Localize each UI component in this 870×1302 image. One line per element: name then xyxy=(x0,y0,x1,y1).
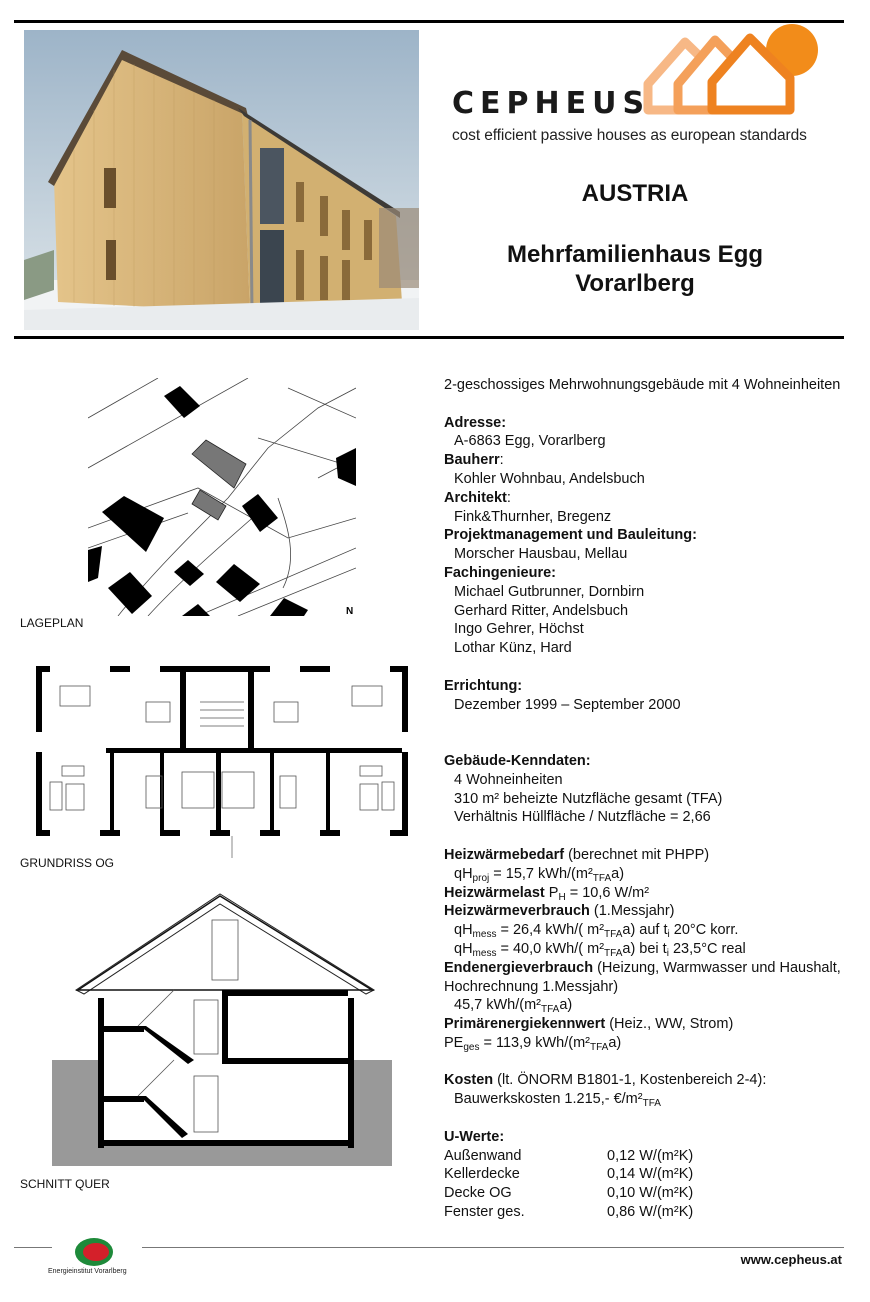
construction-label: Errichtung: xyxy=(444,677,523,694)
costs-label: Kosten xyxy=(444,1072,494,1089)
engineers-label: Fachingenieure: xyxy=(444,564,556,581)
heat-demand-label: Heizwärmebedarf xyxy=(444,846,565,863)
engineer-item: Michael Gutbrunner, Dornbirn xyxy=(454,583,645,600)
floor-plan-caption: GRUNDRISS OG xyxy=(20,856,115,870)
heat-consumption-note: (1.Messjahr) xyxy=(589,903,675,920)
building-data-item: 310 m² beheizte Nutzfläche gesamt (TFA) xyxy=(454,790,723,807)
heat-consumption-line-1: $qH_{mess} = 26,4$ kWh/( $m^2_{TFA}a$) auf $t_i$ 20°C korr. xyxy=(454,922,739,941)
heat-load-line: Heizwärmelast $P_H = 10,6$ W/m² xyxy=(444,884,650,903)
construction-value: Dezember 1999 – September 2000 xyxy=(454,696,681,713)
u-value-row xyxy=(444,1184,844,1203)
brand-name: CEPHEUS xyxy=(452,86,651,121)
u-value-name: Fenster ges. xyxy=(444,1204,525,1221)
architect-label: Architekt xyxy=(444,489,507,506)
heat-load-label: Heizwärmelast xyxy=(444,884,545,901)
energieinstitut-logo-icon xyxy=(52,1236,142,1282)
final-energy-note: (Heizung, Warmwasser und Haushalt, Hochrechnung 1.Messjahr) xyxy=(444,959,841,995)
u-value: 0,86 W/(m²K) xyxy=(607,1204,694,1221)
u-value-name: Außenwand xyxy=(444,1147,522,1164)
heat-consumption-value-1: = 26,4 kWh/( m² xyxy=(500,922,605,939)
cepheus-logo-houses xyxy=(640,24,830,124)
heat-consumption-tail-1: a) auf t xyxy=(622,922,668,939)
energieinstitut-name: Energieinstitut Vorarlberg xyxy=(48,1268,127,1275)
architect-value: Fink&Thurnher, Bregenz xyxy=(454,508,612,525)
address-label: Adresse: xyxy=(444,414,507,431)
project-title-line1: Mehrfamilienhaus Egg xyxy=(506,241,764,268)
u-value: 0,10 W/(m²K) xyxy=(607,1185,694,1202)
heat-consumption-tail-2: a) bei t xyxy=(622,940,667,957)
engineer-item: Lothar Künz, Hard xyxy=(454,640,572,657)
client-value: Kohler Wohnbau, Andelsbuch xyxy=(454,470,645,487)
building-data-item: 4 Wohneinheiten xyxy=(454,771,563,788)
final-energy-label: Endenergieverbrauch xyxy=(444,959,594,976)
top-rule xyxy=(14,20,844,23)
primary-energy-line: $PE_{ges} = 113,9$ kWh/$(m^2_{TFA}a)$ xyxy=(444,1034,622,1053)
heat-consumption-value-2: = 40,0 kWh/( m² xyxy=(500,940,605,957)
website-link[interactable]: www.cepheus.at xyxy=(740,1252,842,1267)
project-title-line2: Vorarlberg xyxy=(575,270,695,297)
heat-demand-value-line: $qH_{proj} = 15,7$ kWh/$(m^2_{TFA}a)$ xyxy=(454,865,625,884)
u-value: 0,12 W/(m²K) xyxy=(607,1147,694,1164)
costs-note: (lt. ÖNORM B1801-1, Kostenbereich 2-4): xyxy=(493,1072,767,1089)
u-value-row xyxy=(444,1203,844,1222)
heat-demand-note: (berechnet mit PHPP) xyxy=(564,846,710,863)
header-bottom-rule xyxy=(14,336,844,339)
intro-text: 2-geschossiges Mehrwohnungsgebäude mit 4 Wohneinheiten xyxy=(444,377,841,393)
building-data-item: Verhältnis Hüllfläche / Nutzfläche = 2,66 xyxy=(454,809,711,826)
u-value-name: Decke OG xyxy=(444,1185,512,1202)
floor-plan-drawing xyxy=(30,662,414,858)
heat-consumption-end-1: 20°C korr. xyxy=(669,922,739,939)
country-title: AUSTRIA xyxy=(581,180,689,207)
u-value-row xyxy=(444,1147,844,1166)
u-values-label: U-Werte: xyxy=(444,1128,505,1145)
costs-value: Bauwerkskosten 1.215,- €/m² xyxy=(454,1091,643,1108)
pm-label: Projektmanagement und Bauleitung: xyxy=(444,527,697,544)
pm-value: Morscher Hausbau, Mellau xyxy=(454,546,628,563)
project-title xyxy=(420,240,850,298)
heat-demand-value: = 15,7 kWh/(m² xyxy=(493,865,593,882)
brand-tagline: cost efficient passive houses as european standards xyxy=(452,127,807,144)
primary-energy-value: = 113,9 kWh/(m² xyxy=(483,1034,590,1051)
site-plan-drawing xyxy=(88,378,356,616)
project-info: 2-geschossiges Mehrwohnungsgebäude mit 4 Wohneinheiten Adresse: A-6863 Egg, Vorarlberg Bauherr: Kohler Wohnbau, Andelsbuch Architekt: Fink&Thurnher, Bregenz Projektmanagement und Bauleitung: Morscher Hausbau, Mellau Fachingenieure: Michael Gutbrunner, Dornbirn Gerhard Ritter, Andelsbuch Ingo Gehrer, Höchst Lothar Künz, Hard Errichtung: Dezember 1999 – September 2000 Gebäude-Kenndaten: 4 Wohneinheiten 310 m² beheizte Nutzfläche gesamt (TFA) Verhältnis Hüllfläche / Nutzfläche = 2,66 Heizwärmebedarf (berechnet mit PHPP) $qH_{proj} = 15,7$ kWh/$(m^2_{TFA}a)$ Heizwärmelast $P_H = 10,6$ W/m² Heizwärmeverbrauch (1.Messjahr) $qH_{mess} = 26,4$ kWh/( $m^2_{TFA}a$) auf $t_i$ 20°C korr. $qH_{mess} = 40,0$ kWh/( $m^2_{TFA}a$) bei $t_i$ 23,5°C real Endenergieverbrauch (Heizung, Warmwasser und Haushalt, Hochrechnung 1.Messjahr) 45,7 kWh/$(m^2_{TFA}a)$ Primärenergiekennwert (Heiz., WW, Strom) $PE_{ges} = 113,9$ kWh/$(m^2_{TFA}a)$ Kosten (lt. ÖNORM B1801-1, Kostenbereich 2-4): Bauwerkskosten 1.215,- $€/m^2_{TFA}$ U-Werte: Außenwand 0,12 W/(m²K) Kellerdecke 0,14 W/(m²K) Decke OG 0,10 W/(m²K) Fenster ges. 0,86 W/(m²K) xyxy=(444,376,844,1222)
section-drawing xyxy=(48,890,396,1178)
heat-load-value: = 10,6 W/m² xyxy=(569,884,650,901)
costs-line: Bauwerkskosten 1.215,- $€/m^2_{TFA}$ xyxy=(454,1091,661,1110)
building-photo xyxy=(24,30,419,330)
address-value: A-6863 Egg, Vorarlberg xyxy=(454,433,606,450)
primary-energy-label: Primärenergiekennwert xyxy=(444,1016,606,1033)
site-plan-caption: LAGEPLAN xyxy=(20,616,84,630)
final-energy-value: 45,7 kWh/(m² xyxy=(454,997,542,1014)
u-value-row xyxy=(444,1165,844,1184)
u-value: 0,14 W/(m²K) xyxy=(607,1166,694,1183)
engineer-item: Gerhard Ritter, Andelsbuch xyxy=(454,602,629,619)
heat-consumption-label: Heizwärmeverbrauch xyxy=(444,903,590,920)
building-data-label: Gebäude-Kenndaten: xyxy=(444,752,591,769)
client-label: Bauherr xyxy=(444,452,500,469)
heat-consumption-end-2: 23,5°C real xyxy=(668,940,746,957)
final-energy-line: 45,7 kWh/$(m^2_{TFA}a)$ xyxy=(454,997,573,1016)
u-value-name: Kellerdecke xyxy=(444,1166,520,1183)
section-caption: SCHNITT QUER xyxy=(20,1177,110,1191)
svg-text:N: N xyxy=(346,606,354,616)
engineer-item: Ingo Gehrer, Höchst xyxy=(454,621,584,638)
primary-energy-note: (Heiz., WW, Strom) xyxy=(605,1016,734,1033)
heat-consumption-line-2: $qH_{mess} = 40,0$ kWh/( $m^2_{TFA}a$) bei $t_i$ 23,5°C real xyxy=(454,940,746,959)
